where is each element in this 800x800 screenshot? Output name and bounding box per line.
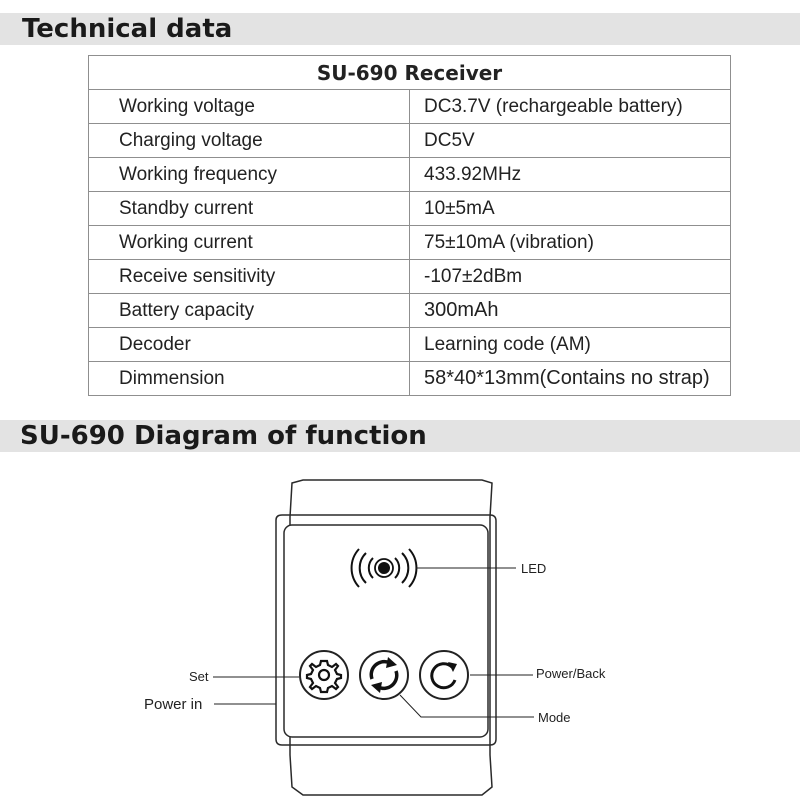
row-value: 10±5mA — [410, 192, 731, 226]
row-value: 75±10mA (vibration) — [410, 226, 731, 260]
row-value: 58*40*13mm(Contains no strap) — [410, 362, 731, 396]
table-row — [89, 362, 731, 396]
row-value: DC5V — [410, 124, 731, 158]
row-label: Receive sensitivity — [89, 260, 410, 294]
spec-table — [88, 55, 731, 396]
device-face — [284, 525, 488, 737]
power-back-label: Power/Back — [536, 666, 606, 681]
table-row — [89, 328, 731, 362]
table-header: SU-690 Receiver — [89, 56, 731, 90]
table-row — [89, 158, 731, 192]
diagram-title: SU-690 Diagram of function — [20, 421, 427, 451]
table-row — [89, 226, 731, 260]
set-button[interactable] — [300, 651, 348, 699]
row-label: Charging voltage — [89, 124, 410, 158]
table-row — [89, 294, 731, 328]
mode-button[interactable] — [360, 651, 408, 699]
function-diagram — [0, 465, 800, 800]
table-header-row — [89, 56, 731, 90]
table-row — [89, 192, 731, 226]
row-value: DC3.7V (rechargeable battery) — [410, 90, 731, 124]
row-label: Working frequency — [89, 158, 410, 192]
power-back-button[interactable] — [420, 651, 468, 699]
row-value: 433.92MHz — [410, 158, 731, 192]
table-row — [89, 124, 731, 158]
technical-data-title: Technical data — [22, 14, 233, 44]
row-label: Working current — [89, 226, 410, 260]
table-row — [89, 90, 731, 124]
row-label: Battery capacity — [89, 294, 410, 328]
table-row — [89, 260, 731, 294]
row-label: Dimmension — [89, 362, 410, 396]
row-value: 300mAh — [410, 294, 731, 328]
mode-label: Mode — [538, 710, 571, 725]
row-value: -107±2dBm — [410, 260, 731, 294]
row-label: Decoder — [89, 328, 410, 362]
power-in-label: Power in — [144, 696, 203, 713]
set-label: Set — [189, 669, 209, 684]
led-label: LED — [521, 561, 547, 576]
row-label: Standby current — [89, 192, 410, 226]
row-value: Learning code (AM) — [410, 328, 731, 362]
row-label: Working voltage — [89, 90, 410, 124]
